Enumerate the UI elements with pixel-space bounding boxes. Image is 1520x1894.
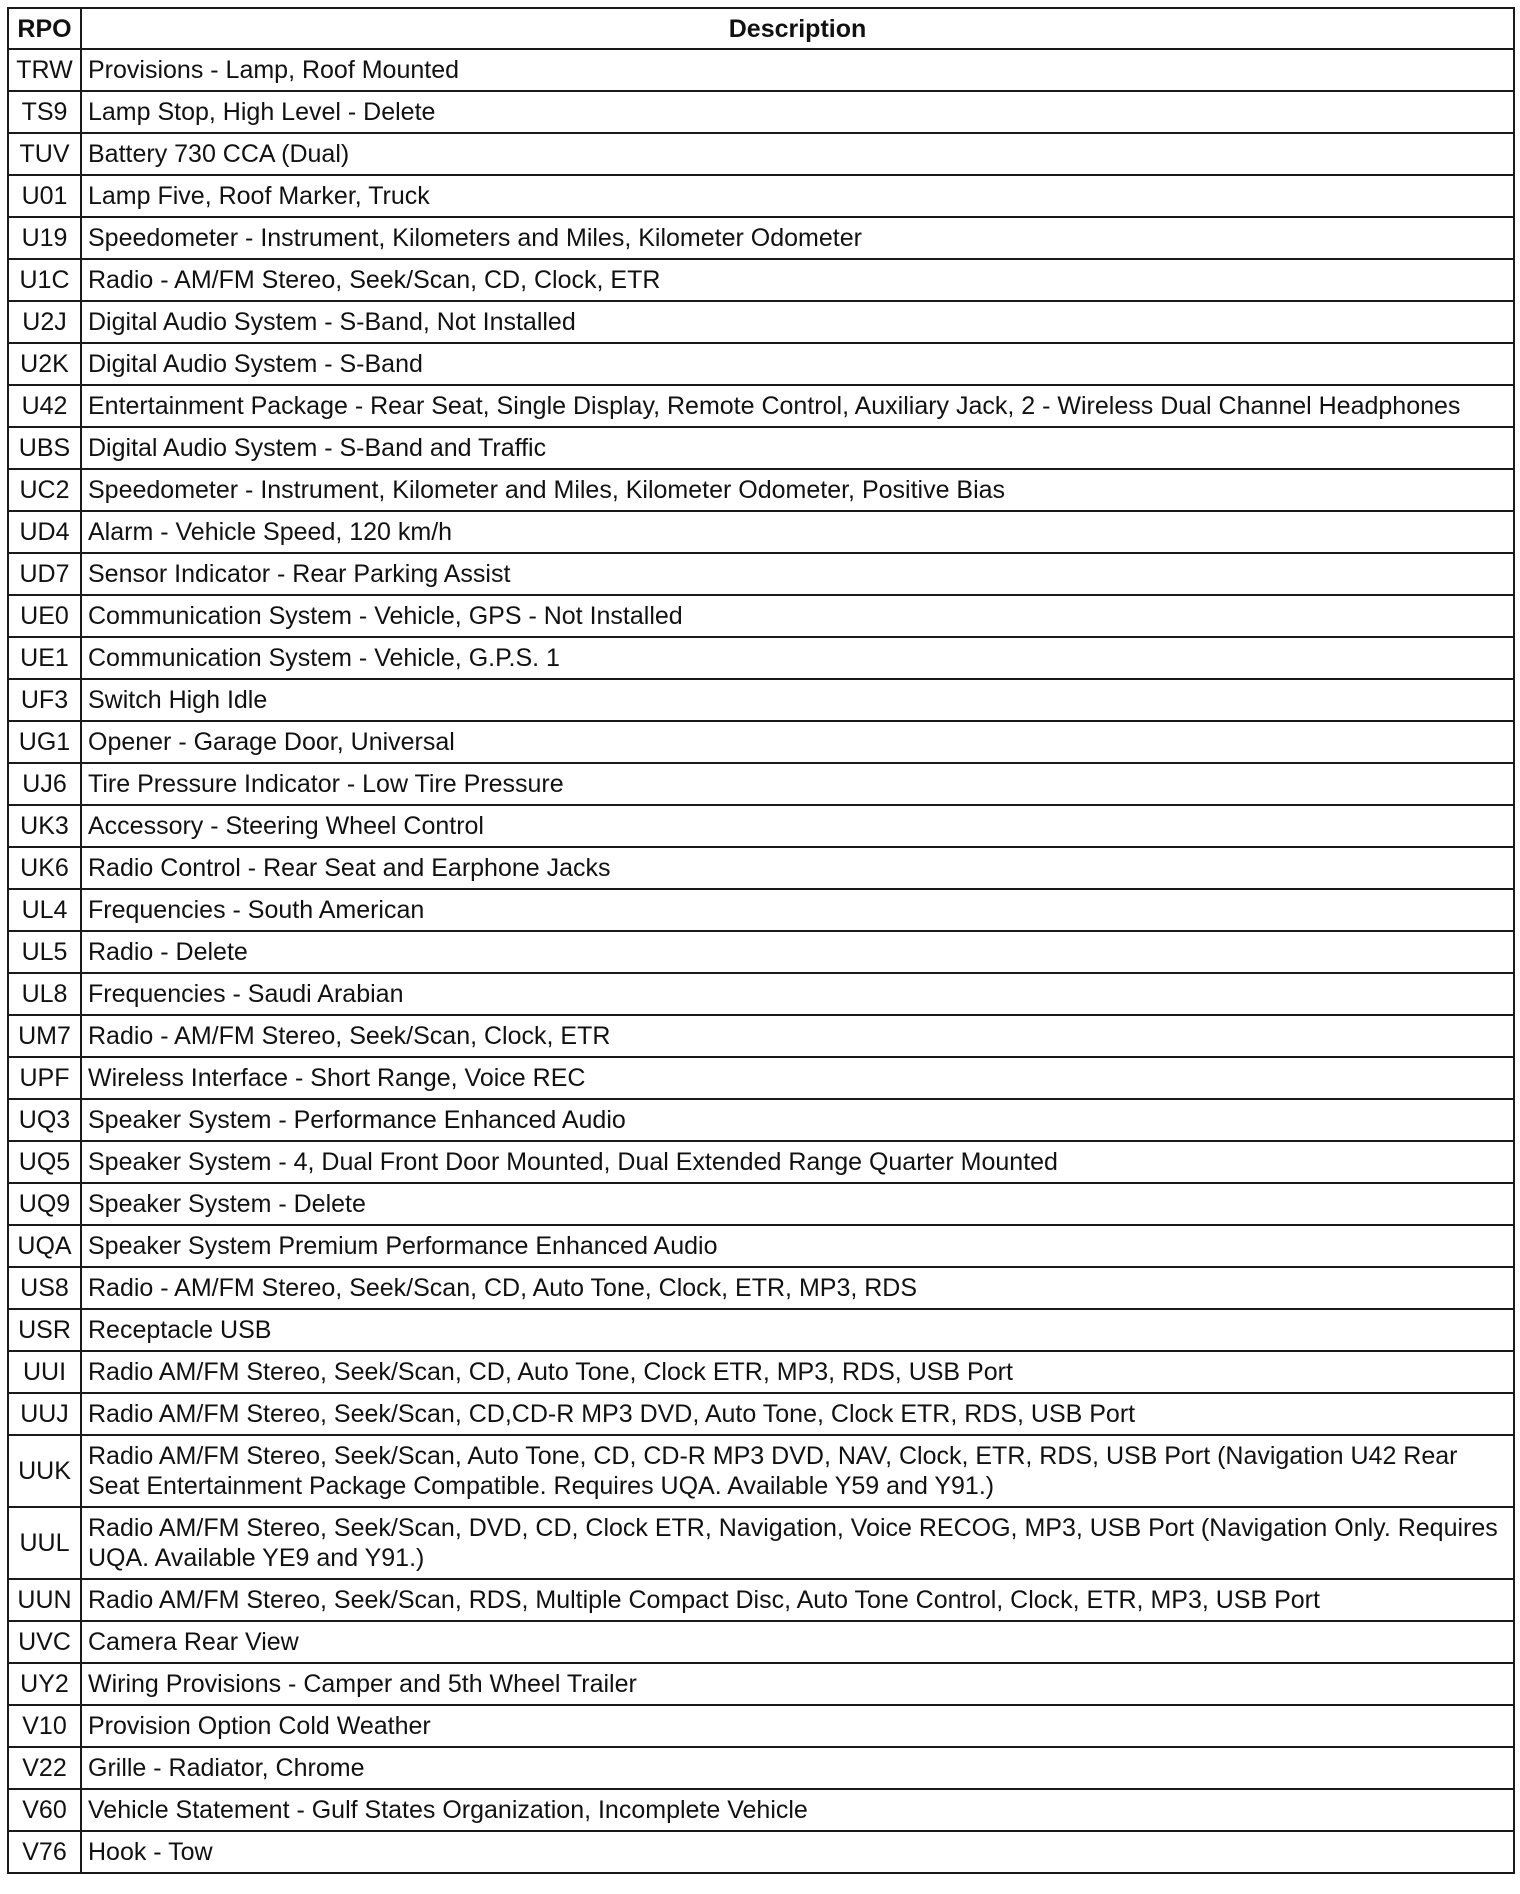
rpo-code-table <box>7 7 1515 1874</box>
table-row <box>8 1183 1514 1225</box>
rpo-code-cell: U01 <box>8 175 81 217</box>
description-cell: Communication System - Vehicle, G.P.S. 1 <box>81 637 1514 679</box>
description-cell: Tire Pressure Indicator - Low Tire Pressure <box>81 763 1514 805</box>
table-row <box>8 1057 1514 1099</box>
description-cell: Wireless Interface - Short Range, Voice REC <box>81 1057 1514 1099</box>
rpo-code-cell: UL4 <box>8 889 81 931</box>
rpo-code-cell: UE0 <box>8 595 81 637</box>
rpo-code-cell: UK3 <box>8 805 81 847</box>
description-cell: Camera Rear View <box>81 1621 1514 1663</box>
table-row <box>8 427 1514 469</box>
description-cell: Communication System - Vehicle, GPS - Not Installed <box>81 595 1514 637</box>
rpo-code-cell: UQA <box>8 1225 81 1267</box>
rpo-code-cell: V76 <box>8 1831 81 1873</box>
description-cell: Radio - AM/FM Stereo, Seek/Scan, Clock, ETR <box>81 1015 1514 1057</box>
rpo-code-cell: UY2 <box>8 1663 81 1705</box>
description-cell: Lamp Five, Roof Marker, Truck <box>81 175 1514 217</box>
table-row <box>8 847 1514 889</box>
table-row <box>8 1435 1514 1507</box>
table-row <box>8 469 1514 511</box>
rpo-code-cell: UUJ <box>8 1393 81 1435</box>
description-cell: Frequencies - Saudi Arabian <box>81 973 1514 1015</box>
rpo-code-cell: UL8 <box>8 973 81 1015</box>
description-cell: Wiring Provisions - Camper and 5th Wheel Trailer <box>81 1663 1514 1705</box>
rpo-code-cell: UK6 <box>8 847 81 889</box>
rpo-code-cell: UVC <box>8 1621 81 1663</box>
table-row <box>8 1015 1514 1057</box>
rpo-code-cell: V10 <box>8 1705 81 1747</box>
description-cell: Radio - AM/FM Stereo, Seek/Scan, CD, Auto Tone, Clock, ETR, MP3, RDS <box>81 1267 1514 1309</box>
rpo-code-cell: U1C <box>8 259 81 301</box>
description-cell: Radio AM/FM Stereo, Seek/Scan, RDS, Multiple Compact Disc, Auto Tone Control, Clock, ETR, MP3, USB Port <box>81 1579 1514 1621</box>
description-cell: Alarm - Vehicle Speed, 120 km/h <box>81 511 1514 553</box>
table-row <box>8 1621 1514 1663</box>
rpo-code-cell: USR <box>8 1309 81 1351</box>
rpo-table-container <box>7 7 1515 1874</box>
rpo-code-cell: TRW <box>8 49 81 91</box>
table-row <box>8 889 1514 931</box>
description-cell: Receptacle USB <box>81 1309 1514 1351</box>
description-cell: Hook - Tow <box>81 1831 1514 1873</box>
description-cell: Radio - AM/FM Stereo, Seek/Scan, CD, Clock, ETR <box>81 259 1514 301</box>
description-cell: Speaker System - Delete <box>81 1183 1514 1225</box>
description-cell: Radio AM/FM Stereo, Seek/Scan, CD, Auto Tone, Clock ETR, MP3, RDS, USB Port <box>81 1351 1514 1393</box>
table-row <box>8 175 1514 217</box>
table-row <box>8 721 1514 763</box>
rpo-code-cell: UUL <box>8 1507 81 1579</box>
table-row <box>8 1705 1514 1747</box>
description-column-header: Description <box>81 8 1514 49</box>
rpo-code-cell: U19 <box>8 217 81 259</box>
table-header-row <box>8 8 1514 49</box>
rpo-code-cell: TS9 <box>8 91 81 133</box>
description-cell: Sensor Indicator - Rear Parking Assist <box>81 553 1514 595</box>
rpo-column-header: RPO <box>8 8 81 49</box>
description-cell: Speaker System - Performance Enhanced Audio <box>81 1099 1514 1141</box>
rpo-code-cell: U2K <box>8 343 81 385</box>
description-cell: Radio AM/FM Stereo, Seek/Scan, Auto Tone, CD, CD-R MP3 DVD, NAV, Clock, ETR, RDS, USB Port (Navigation U42 Rear Seat Entertainment Package Compatible. Requires UQA. Available Y59 and Y91.) <box>81 1435 1514 1507</box>
description-cell: Speedometer - Instrument, Kilometer and Miles, Kilometer Odometer, Positive Bias <box>81 469 1514 511</box>
rpo-code-cell: UQ5 <box>8 1141 81 1183</box>
table-row <box>8 301 1514 343</box>
rpo-code-cell: U2J <box>8 301 81 343</box>
description-cell: Provisions - Lamp, Roof Mounted <box>81 49 1514 91</box>
rpo-code-cell: UQ9 <box>8 1183 81 1225</box>
rpo-code-cell: UL5 <box>8 931 81 973</box>
table-row <box>8 763 1514 805</box>
description-cell: Switch High Idle <box>81 679 1514 721</box>
rpo-code-cell: UE1 <box>8 637 81 679</box>
table-row <box>8 553 1514 595</box>
table-row <box>8 259 1514 301</box>
table-row <box>8 805 1514 847</box>
description-cell: Radio AM/FM Stereo, Seek/Scan, CD,CD-R MP3 DVD, Auto Tone, Clock ETR, RDS, USB Port <box>81 1393 1514 1435</box>
table-row <box>8 931 1514 973</box>
table-row <box>8 385 1514 427</box>
rpo-code-cell: V60 <box>8 1789 81 1831</box>
rpo-code-cell: UD7 <box>8 553 81 595</box>
table-row <box>8 49 1514 91</box>
table-row <box>8 1507 1514 1579</box>
table-body <box>8 49 1514 1873</box>
rpo-code-cell: UBS <box>8 427 81 469</box>
description-cell: Lamp Stop, High Level - Delete <box>81 91 1514 133</box>
table-row <box>8 1225 1514 1267</box>
description-cell: Radio Control - Rear Seat and Earphone Jacks <box>81 847 1514 889</box>
rpo-code-cell: UJ6 <box>8 763 81 805</box>
description-cell: Vehicle Statement - Gulf States Organization, Incomplete Vehicle <box>81 1789 1514 1831</box>
table-row <box>8 973 1514 1015</box>
rpo-code-cell: UM7 <box>8 1015 81 1057</box>
rpo-code-cell: UUN <box>8 1579 81 1621</box>
description-cell: Battery 730 CCA (Dual) <box>81 133 1514 175</box>
table-row <box>8 1747 1514 1789</box>
description-cell: Speaker System - 4, Dual Front Door Mounted, Dual Extended Range Quarter Mounted <box>81 1141 1514 1183</box>
description-cell: Speedometer - Instrument, Kilometers and Miles, Kilometer Odometer <box>81 217 1514 259</box>
description-cell: Radio - Delete <box>81 931 1514 973</box>
rpo-code-cell: US8 <box>8 1267 81 1309</box>
rpo-code-cell: UQ3 <box>8 1099 81 1141</box>
table-row <box>8 91 1514 133</box>
table-row <box>8 1831 1514 1873</box>
rpo-code-cell: UPF <box>8 1057 81 1099</box>
table-row <box>8 1579 1514 1621</box>
rpo-code-cell: V22 <box>8 1747 81 1789</box>
description-cell: Provision Option Cold Weather <box>81 1705 1514 1747</box>
description-cell: Grille - Radiator, Chrome <box>81 1747 1514 1789</box>
description-cell: Entertainment Package - Rear Seat, Single Display, Remote Control, Auxiliary Jack, 2 - Wireless Dual Channel Headphones <box>81 385 1514 427</box>
description-cell: Accessory - Steering Wheel Control <box>81 805 1514 847</box>
rpo-code-cell: UG1 <box>8 721 81 763</box>
table-row <box>8 133 1514 175</box>
description-cell: Digital Audio System - S-Band and Traffic <box>81 427 1514 469</box>
table-row <box>8 1267 1514 1309</box>
description-cell: Opener - Garage Door, Universal <box>81 721 1514 763</box>
table-row <box>8 1141 1514 1183</box>
table-row <box>8 1789 1514 1831</box>
table-row <box>8 679 1514 721</box>
rpo-code-cell: UUI <box>8 1351 81 1393</box>
rpo-code-cell: TUV <box>8 133 81 175</box>
table-row <box>8 637 1514 679</box>
rpo-code-cell: UC2 <box>8 469 81 511</box>
table-row <box>8 1351 1514 1393</box>
table-row <box>8 511 1514 553</box>
table-row <box>8 343 1514 385</box>
description-cell: Frequencies - South American <box>81 889 1514 931</box>
description-cell: Speaker System Premium Performance Enhanced Audio <box>81 1225 1514 1267</box>
rpo-code-cell: UD4 <box>8 511 81 553</box>
table-row <box>8 1393 1514 1435</box>
rpo-code-cell: UUK <box>8 1435 81 1507</box>
description-cell: Radio AM/FM Stereo, Seek/Scan, DVD, CD, Clock ETR, Navigation, Voice RECOG, MP3, USB Port (Navigation Only. Requires UQA. Available YE9 and Y91.) <box>81 1507 1514 1579</box>
table-row <box>8 595 1514 637</box>
description-cell: Digital Audio System - S-Band <box>81 343 1514 385</box>
rpo-code-cell: UF3 <box>8 679 81 721</box>
table-row <box>8 1663 1514 1705</box>
description-cell: Digital Audio System - S-Band, Not Installed <box>81 301 1514 343</box>
table-row <box>8 1099 1514 1141</box>
table-row <box>8 1309 1514 1351</box>
table-row <box>8 217 1514 259</box>
rpo-code-cell: U42 <box>8 385 81 427</box>
